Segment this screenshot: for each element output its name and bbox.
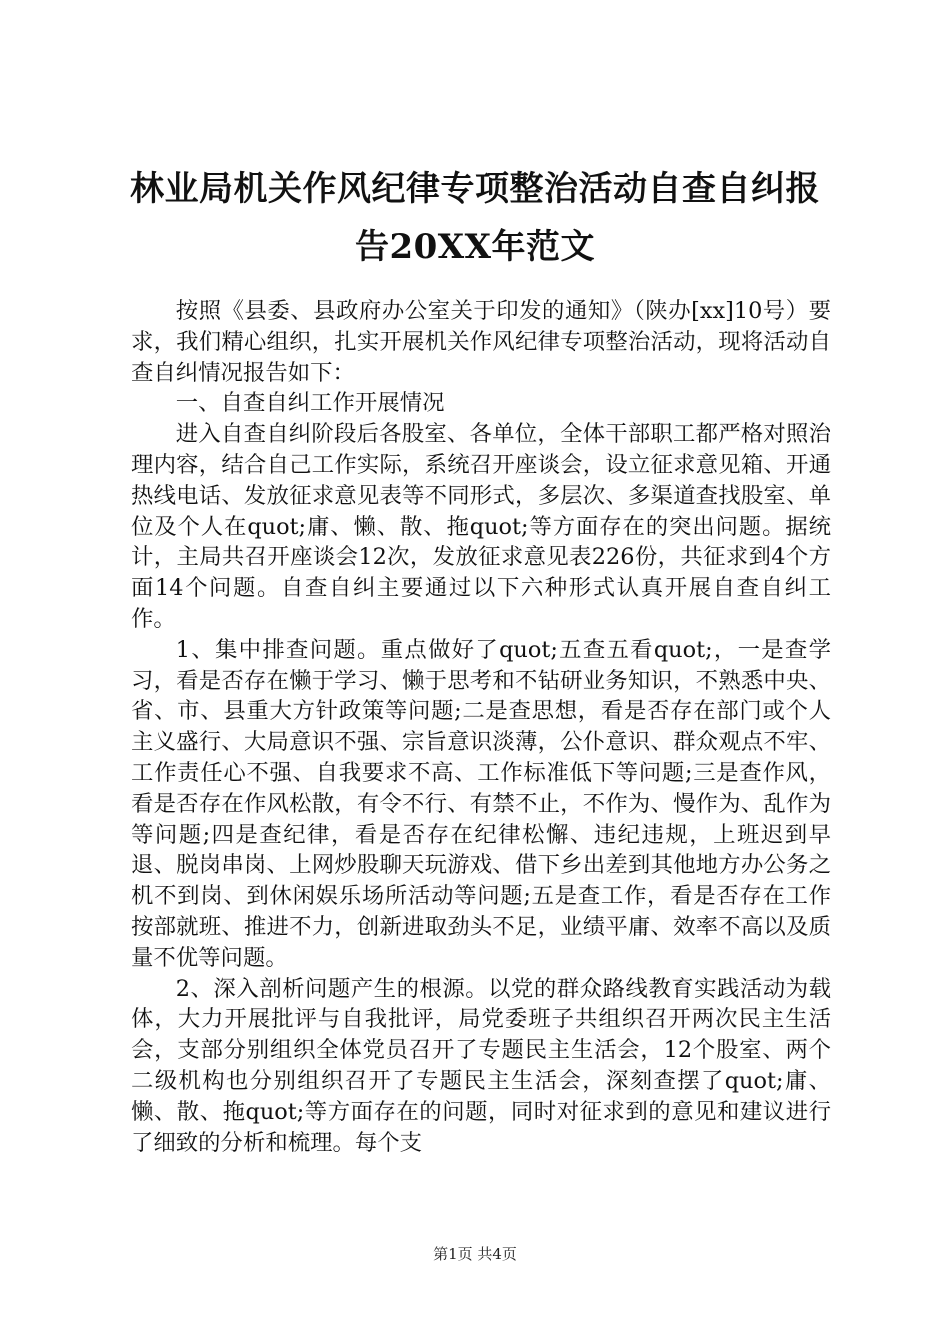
document-body [131, 296, 831, 1158]
body-paragraph: 进入自查自纠阶段后各股室、各单位，全体干部职工都严格对照治理内容，结合自己工作实际，系统召开座谈会，设立征求意见箱、开通热线电话、发放征求意见表等不同形式，多层次、多渠道查找股室、单位及个人在quot;庸、懒、散、拖quot;等方面存在的突出问题。据统计，主局共召开座谈会12次，发放征求意见表226份，共征求到4个方面14个问题。自查自纠主要通过以下六种形式认真开展自查自纠工作。 [131, 421, 831, 632]
section-heading: 一、自查自纠工作开展情况 [175, 390, 445, 417]
intro-paragraph: 按照《县委、县政府办公室关于印发的通知》（陕办[xx]10号）要求，我们精心组织，扎实开展机关作风纪律专项整治活动，现将活动自查自纠情况报告如下： [131, 298, 831, 386]
page-footer: 第1页 共4页 [433, 1245, 517, 1263]
document-title: 林业局机关作风纪律专项整治活动自查自纠报告20XX年范文 [130, 169, 820, 267]
body-paragraph: 1、集中排查问题。重点做好了quot;五查五看quot;，一是查学习，看是否存在懒于学习、懒于思考和不钻研业务知识，不熟悉中央、省、市、县重大方针政策等问题;二是查思想，看是否存在部门或个人主义盛行、大局意识不强、宗旨意识淡薄，公仆意识、群众观点不牢、工作责任心不强、自我要求不高、工作标准低下等问题;三是查作风，看是否存在作风松散，有令不行、有禁不止，不作为、慢作为、乱作为等问题;四是查纪律，看是否存在纪律松懈、违纪违规，上班迟到早退、脱岗串岗、上网炒股聊天玩游戏、借下乡出差到其他地方办公务之机不到岗、到休闲娱乐场所活动等问题;五是查工作，看是否存在工作按部就班、推进不力，创新进取劲头不足，业绩平庸、效率不高以及质量不优等问题。 [131, 636, 831, 971]
body-paragraph: 2、深入剖析问题产生的根源。以党的群众路线教育实践活动为载体，大力开展批评与自我批评，局党委班子共组织召开两次民主生活会，支部分别组织全体党员召开了专题民主生活会，12个股室、两个二级机构也分别组织召开了专题民主生活会，深刻查摆了quot;庸、懒、散、拖quot;等方面存在的问题，同时对征求到的意见和建议进行了细致的分析和梳理。每个支 [131, 975, 831, 1156]
